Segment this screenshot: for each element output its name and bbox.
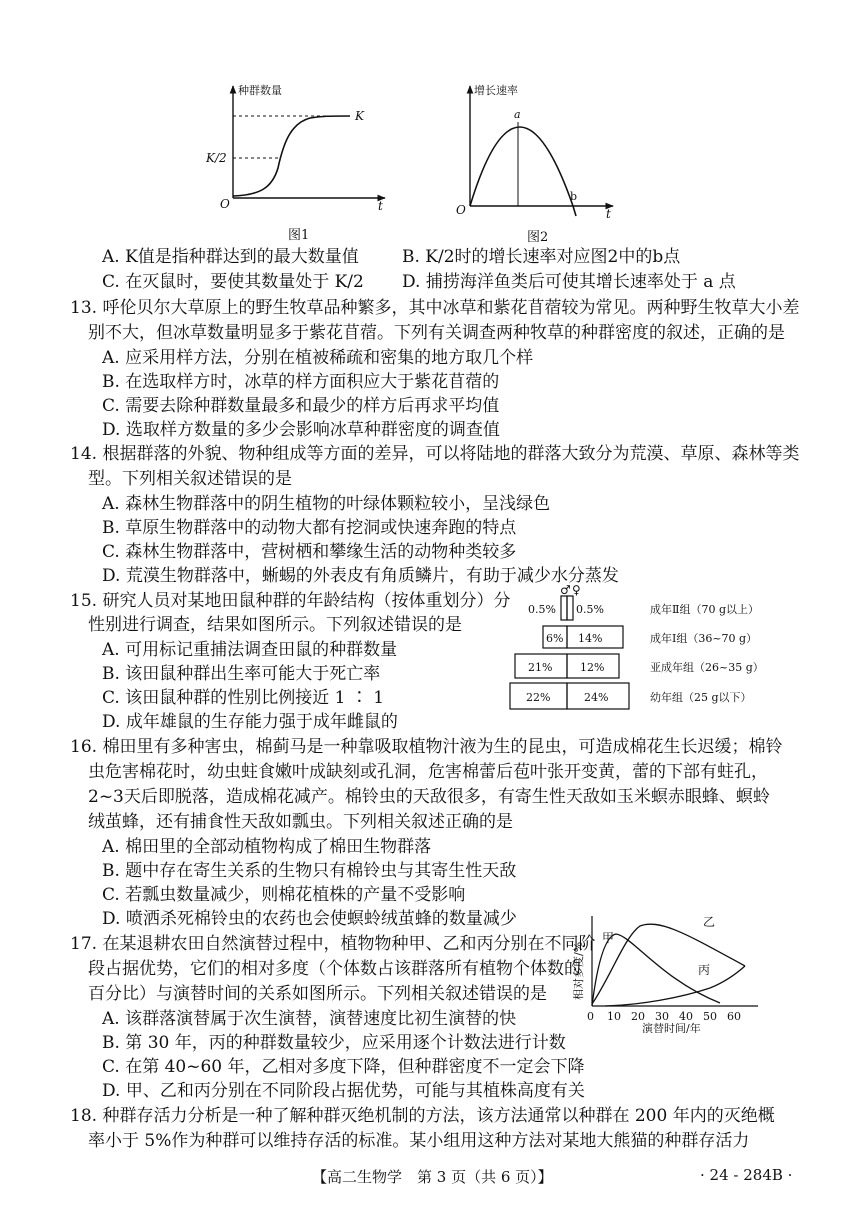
xtick-50: 50 — [703, 1010, 717, 1023]
fig1-t-label: t — [378, 199, 383, 213]
q18-stem-line-2: 率小于 5%作为种群可以维持存活的标准。某小组用这种方法对某地大熊猫的种群存活力 — [88, 1131, 750, 1151]
q15-stem-line-2: 性别进行调查，结果如图所示。下列叙述错误的是 — [88, 615, 462, 635]
q17-stem-line-3: 百分比）与演替时间的关系如图所示。下列相关叙述错误的是 — [88, 984, 547, 1004]
bar-adult2-female — [567, 596, 573, 620]
fig1-khalf-label: K/2 — [206, 151, 227, 165]
chart-xlabel: 演替时间/年 — [642, 1022, 701, 1033]
pyramid-value-juvenile-female: 24% — [584, 691, 609, 704]
q12-option-d: D. 捕捞海洋鱼类后可使其增长速率处于 a 点 — [402, 272, 736, 292]
pyramid-label-juvenile: 幼年组（25 g以下） — [650, 691, 752, 704]
q16-option-d: D. 喷洒杀死棉铃虫的农药也会使螟蛉绒茧蜂的数量减少 — [102, 909, 517, 929]
series-yi-curve — [592, 924, 745, 1004]
q12-option-c: C. 在灭鼠时，要使其数量处于 K/2 — [102, 272, 364, 292]
series-bing-curve — [605, 966, 745, 1006]
q15-option-d: D. 成年雄鼠的生存能力强于成年雌鼠的 — [102, 712, 398, 732]
fig2-t-label: t — [606, 207, 611, 221]
q14-option-a: A. 森林生物群落中的阴生植物的叶绿体颗粒较小，呈浅绿色 — [102, 494, 551, 514]
q12-option-a: A. K值是指种群达到的最大数量值 — [102, 247, 359, 267]
chart-ylabel: 相对多度/% — [572, 941, 585, 1000]
q14-option-d: D. 荒漠生物群落中，蜥蜴的外表皮有角质鳞片，有助于减少水分蒸发 — [102, 566, 619, 586]
q13-stem-line-1: 13. 呼伦贝尔大草原上的野生牧草品种繁多，其中冰草和紫花苜蓿较为常见。两种野生牧草大小差 — [70, 298, 800, 318]
q14-stem-line-1: 14. 根据群落的外貌、物种组成等方面的差异，可以将陆地的群落大致分为荒漠、草原、森林等类 — [70, 444, 800, 464]
pyramid-value-adult2-female: 0.5% — [576, 603, 604, 616]
q17-option-d: D. 甲、乙和丙分别在不同阶段占据优势，可能与其植株高度有关 — [102, 1081, 585, 1101]
q16-stem-line-4: 绒茧蜂，还有捕食性天敌如瓢虫。下列相关叙述正确的是 — [88, 812, 513, 832]
q15-option-c: C. 该田鼠种群的性别比例接近 1 ∶ 1 — [102, 688, 385, 708]
q16-option-a: A. 棉田里的全部动植物构成了棉田生物群落 — [102, 837, 432, 857]
pyramid-label-adult1: 成年Ⅰ组（36~70 g） — [650, 632, 758, 645]
pyramid-value-juvenile-male: 22% — [526, 691, 551, 704]
fig1-k-label: K — [355, 109, 364, 123]
xtick-0: 0 — [587, 1010, 594, 1023]
xtick-60: 60 — [727, 1010, 741, 1023]
pyramid-label-subadult: 亚成年组（26~35 g） — [650, 661, 764, 674]
q13-option-d: D. 选取样方数量的多少会影响冰草种群密度的调查值 — [102, 420, 500, 440]
q15-option-a: A. 可用标记重捕法调查田鼠的种群数量 — [102, 640, 398, 660]
pyramid-value-adult1-female: 14% — [578, 632, 603, 645]
fig2-a-label: a — [514, 108, 521, 121]
q16-stem-line-1: 16. 棉田里有多种害虫，棉蓟马是一种靠吸取植物汁液为生的昆虫，可造成棉花生长迟缓；棉铃 — [70, 737, 783, 757]
fig2-b-label: b — [570, 190, 578, 203]
q17-option-a: A. 该群落演替属于次生演替，演替速度比初生演替的快 — [102, 1009, 517, 1029]
succession-chart — [570, 908, 770, 1033]
xtick-20: 20 — [631, 1010, 645, 1023]
pyramid-value-subadult-female: 12% — [580, 661, 605, 674]
fig2-ylabel: 增长速率 — [474, 84, 518, 97]
q14-stem-line-2: 型。下列相关叙述错误的是 — [88, 469, 292, 489]
fig1-caption: 图1 — [288, 228, 310, 243]
q17-option-b: B. 第 30 年，丙的种群数量较少，应采用逐个计数法进行计数 — [102, 1033, 566, 1053]
footer-code: · 24 - 284B · — [700, 1166, 793, 1184]
q16-option-b: B. 题中存在寄生关系的生物只有棉铃虫与其寄生性天敌 — [102, 861, 517, 881]
xtick-40: 40 — [679, 1010, 693, 1023]
series-label-jia: 甲 — [602, 931, 615, 945]
q15-option-b: B. 该田鼠种群出生率可能大于死亡率 — [102, 664, 381, 684]
q16-option-c: C. 若瓢虫数量减少，则棉花植株的产量不受影响 — [102, 885, 466, 905]
age-pyramid-chart — [500, 582, 830, 712]
series-label-bing: 丙 — [698, 963, 711, 977]
q14-option-b: B. 草原生物群落中的动物大都有挖洞或快速奔跑的特点 — [102, 518, 517, 538]
pyramid-label-adult2: 成年Ⅱ组（70 g以上） — [650, 603, 760, 616]
q13-option-a: A. 应采用样方法，分别在植被稀疏和密集的地方取几个样 — [102, 348, 534, 368]
series-label-yi: 乙 — [703, 915, 716, 929]
xtick-30: 30 — [655, 1010, 669, 1023]
fig1-origin: O — [220, 197, 230, 211]
figure-2-growth-rate-curve — [448, 78, 618, 223]
q17-stem-line-1: 17. 在某退耕农田自然演替过程中，植物物种甲、乙和丙分别在不同阶 — [70, 934, 596, 954]
q17-option-c: C. 在第 40~60 年，乙相对多度下降，但种群密度不一定会下降 — [102, 1057, 585, 1077]
bar-adult2-male — [561, 596, 567, 620]
fig2-origin: O — [456, 203, 466, 217]
footer-page-info: 【高二生物学 第 3 页（共 6 页）】 — [312, 1168, 553, 1186]
q18-stem-line-1: 18. 种群存活力分析是一种了解种群灭绝机制的方法，该方法通常以种群在 200 年内的灭绝概 — [70, 1106, 775, 1126]
q16-stem-line-3: 2~3天后即脱落，造成棉花减产。棉铃虫的天敌很多，有寄生性天敌如玉米螟赤眼蜂、螟蛉 — [88, 787, 770, 807]
q13-option-c: C. 需要去除种群数量最多和最少的样方后再求平均值 — [102, 396, 500, 416]
q12-option-b: B. K/2时的增长速率对应图2中的b点 — [402, 247, 681, 267]
figure-1-logistic-curve — [200, 78, 390, 218]
pyramid-value-adult2-male: 0.5% — [528, 603, 556, 616]
q17-stem-line-2: 段占据优势，它们的相对多度（个体数占该群落所有植物个体数的 — [88, 959, 581, 979]
pyramid-female-symbol: ♀ — [572, 583, 581, 597]
q13-option-b: B. 在选取样方时，冰草的样方面积应大于紫花苜蓿的 — [102, 372, 500, 392]
q15-stem-line-1: 15. 研究人员对某地田鼠种群的年龄结构（按体重划分）分 — [70, 591, 511, 611]
pyramid-male-symbol: ♂ — [560, 583, 571, 597]
q14-option-c: C. 森林生物群落中，营树栖和攀缘生活的动物种类较多 — [102, 542, 517, 562]
fig1-ylabel: 种群数量 — [238, 84, 282, 97]
q16-stem-line-2: 虫危害棉花时，幼虫蛀食嫩叶成缺刻或孔洞，危害棉蕾后苞叶张开变黄，蕾的下部有蛀孔， — [88, 762, 768, 782]
fig2-caption: 图2 — [527, 230, 549, 245]
pyramid-value-adult1-male: 6% — [546, 632, 564, 645]
pyramid-value-subadult-male: 21% — [528, 661, 553, 674]
xtick-10: 10 — [607, 1010, 621, 1023]
q13-stem-line-2: 别不大，但冰草数量明显多于紫花苜蓿。下列有关调查两种牧草的种群密度的叙述，正确的是 — [88, 323, 785, 343]
